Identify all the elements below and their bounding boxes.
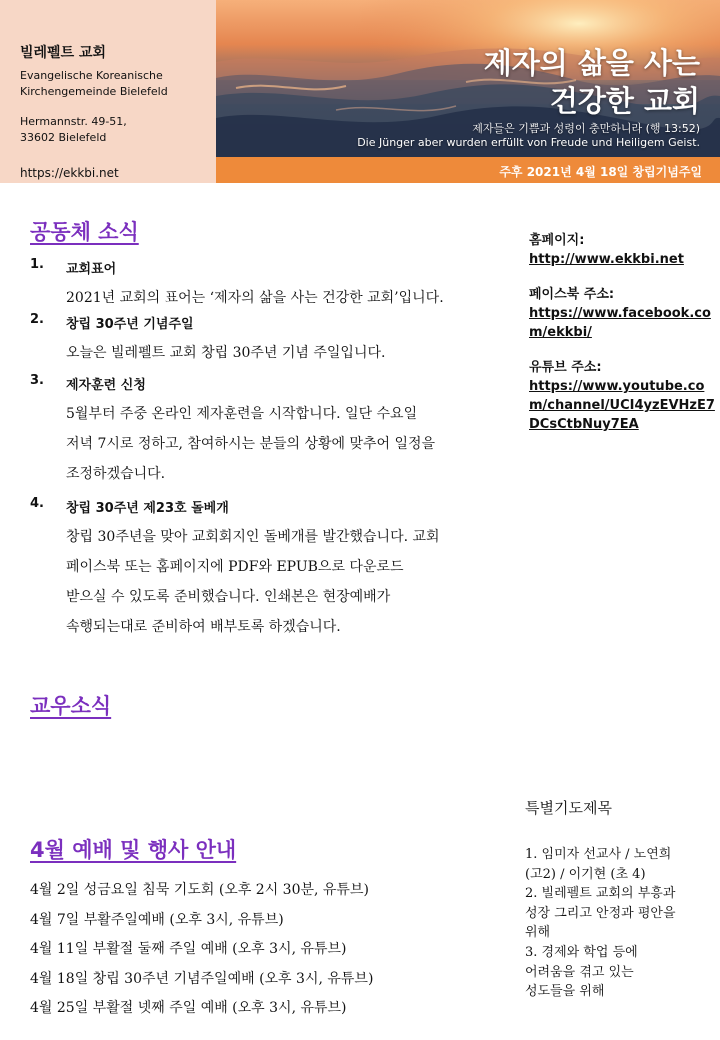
member-news-heading: 교우소식	[30, 694, 112, 718]
news-item-anniversary	[30, 312, 500, 368]
news-line: 페이스북 또는 홈페이지에 PDF와 EPUB으로 다운로드	[66, 559, 404, 575]
homepage-link[interactable]: http://www.ekkbi.net	[529, 252, 684, 267]
events-list	[30, 876, 500, 1024]
prayer-requests-list	[525, 845, 717, 1002]
news-line: 받으실 수 있도록 준비했습니다. 인쇄본은 현장예배가	[66, 589, 391, 605]
church-name-de-line2: Kirchengemeinde Bielefeld	[20, 85, 168, 98]
address-line2: 33602 Bielefeld	[20, 131, 107, 144]
news-line: 창립 30주년을 맞아 교회회지인 돌베개를 발간했습니다. 교회	[66, 529, 440, 545]
youtube-label: 유튜브 주소:	[529, 360, 602, 375]
banner-motto-line2: 건강한 교회	[549, 84, 700, 118]
church-website[interactable]: https://ekkbi.net	[20, 166, 119, 180]
news-line: 저녁 7시로 정하고, 참여하시는 분들의 상황에 맞추어 일정을	[66, 436, 436, 452]
news-body	[66, 283, 500, 313]
prayer-requests-heading: 특별기도제목	[525, 799, 612, 817]
banner-motto	[484, 44, 700, 120]
prayer-line: 성장 그리고 안정과 평안을	[525, 905, 676, 921]
events-heading: 4월 예배 및 행사 안내	[30, 838, 237, 862]
news-title: 창립 30주년 제23호 돌베개	[66, 501, 229, 516]
homepage-label: 홈페이지:	[529, 233, 585, 248]
youtube-link[interactable]: https://www.youtube.com/channel/UCI4yzEVHzE7DCsCtbNuy7EA	[529, 379, 715, 432]
event-item: 4월 18일 창립 30주년 기념주일예배 (오후 3시, 유튜브)	[30, 970, 374, 987]
event-item: 4월 11일 부활절 둘째 주일 예배 (오후 3시, 유튜브)	[30, 941, 347, 957]
event-item: 4월 25일 부활절 넷째 주일 예배 (오후 3시, 유튜브)	[30, 1000, 347, 1016]
banner-motto-line1: 제자의 삶을 사는	[483, 46, 700, 80]
prayer-line: 성도들을 위해	[525, 984, 605, 1000]
news-body	[66, 338, 500, 368]
church-info-panel	[0, 0, 216, 183]
news-line: 속행되는대로 준비하여 배부토록 하겠습니다.	[66, 619, 341, 635]
news-body	[66, 399, 500, 489]
news-body	[66, 522, 500, 642]
news-line: 오늘은 빌레펠트 교회 창립 30주년 기념 주일입니다.	[66, 345, 386, 361]
homepage-link-group	[529, 232, 715, 269]
news-line: 2021년 교회의 표어는 ‘제자의 삶을 사는 건강한 교회’입니다.	[66, 290, 444, 306]
service-date-bar: 주후 2021년 4월 18일 창립기념주일	[216, 157, 720, 183]
banner-verse-de: Die Jünger aber wurden erfüllt von Freude und Heiligem Geist.	[357, 136, 700, 149]
community-news-list	[30, 257, 500, 642]
news-number: 2.	[30, 312, 44, 327]
facebook-label: 페이스북 주소:	[529, 287, 615, 302]
news-item-discipleship	[30, 373, 500, 489]
sunset-sea-banner	[216, 0, 720, 157]
news-number: 4.	[30, 496, 44, 511]
news-line: 5월부터 주중 온라인 제자훈련을 시작합니다. 일단 수요일	[66, 406, 418, 422]
community-news-heading: 공동체 소식	[30, 220, 139, 244]
event-item: 4월 2일 성금요일 침묵 기도회 (오후 2시 30분, 유튜브)	[30, 882, 369, 898]
news-title: 교회표어	[66, 262, 117, 277]
church-name-ko: 빌레펠트 교회	[20, 45, 107, 61]
banner-verse-ko: 제자들은 기쁨과 성령이 충만하니라 (행 13:52)	[472, 122, 700, 135]
prayer-line: 어려움을 겪고 있는	[525, 964, 634, 980]
prayer-line: 2. 빌레펠트 교회의 부흥과	[525, 886, 676, 902]
church-name-de	[20, 68, 216, 100]
news-item-dolbegae	[30, 496, 500, 642]
prayer-line: 1. 임미자 선교사 / 노연희	[525, 847, 672, 862]
church-name-de-line1: Evangelische Koreanische	[20, 69, 163, 82]
church-address	[20, 114, 216, 146]
address-line1: Hermannstr. 49-51,	[20, 115, 127, 128]
news-item-motto	[30, 257, 500, 313]
news-title: 창립 30주년 기념주일	[66, 317, 194, 332]
prayer-line: (고2) / 이기현 (초 4)	[525, 866, 646, 882]
news-title: 제자훈련 신청	[66, 378, 146, 393]
youtube-link-group	[529, 359, 715, 434]
news-number: 1.	[30, 257, 44, 272]
contact-links	[529, 232, 715, 451]
prayer-line: 3. 경제와 학업 등에	[525, 944, 638, 960]
facebook-link[interactable]: https://www.facebook.com/ekkbi/	[529, 306, 711, 340]
news-number: 3.	[30, 373, 44, 388]
prayer-line: 위해	[525, 925, 551, 941]
event-item: 4월 7일 부활주일예배 (오후 3시, 유튜브)	[30, 911, 284, 928]
news-line: 조정하겠습니다.	[66, 466, 166, 482]
facebook-link-group	[529, 286, 715, 342]
bulletin-header	[0, 0, 720, 183]
